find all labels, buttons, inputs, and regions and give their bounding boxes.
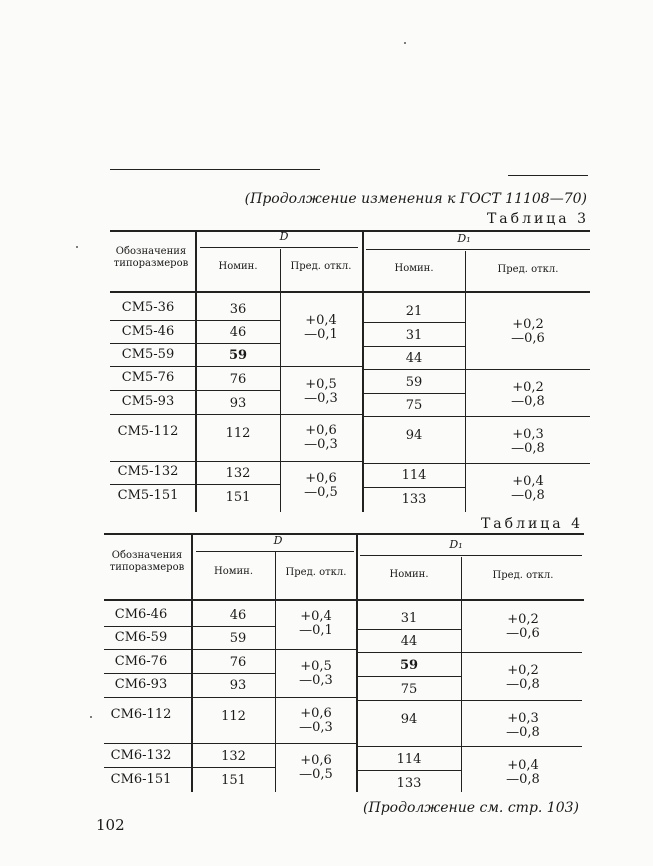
cell-D1-nom: 75: [400, 682, 418, 697]
tol-plus: +0,4: [300, 609, 332, 624]
tol-plus: +0,3: [507, 711, 539, 726]
row-designation: СМ5-46: [121, 324, 175, 339]
row-rule: [104, 673, 275, 674]
top-rule-right: [508, 175, 588, 176]
row-rule: [104, 649, 356, 650]
row-rule: [356, 746, 582, 747]
row-rule: [362, 463, 590, 464]
col-nom-header: Номин.: [394, 263, 434, 274]
col-tol-header: Пред. откл.: [290, 261, 352, 272]
cell-D1-nom: 75: [405, 398, 423, 413]
col-nom-header: Номин.: [213, 566, 254, 577]
cell-D1-nom: 31: [400, 611, 418, 626]
row-rule: [110, 343, 280, 344]
tol-plus: +0,2: [512, 317, 544, 332]
cell-D-nom: 151: [225, 490, 251, 505]
tol-minus: —0,8: [506, 772, 540, 787]
cell-D-tol: [276, 660, 356, 688]
cell-D-tol: [276, 610, 356, 638]
row-rule: [356, 652, 582, 653]
cell-D1-nom: 133: [396, 776, 422, 791]
row-designation: СМ5-132: [117, 464, 179, 479]
row-rule: [362, 487, 465, 488]
tol-plus: +0,4: [507, 758, 539, 773]
row-rule: [356, 700, 582, 701]
row-designation: СМ5-76: [121, 370, 175, 385]
row-rule: [110, 366, 362, 367]
cell-D1-tol: [466, 428, 590, 456]
cell-D-nom: 76: [229, 655, 247, 670]
tol-plus: +0,3: [512, 427, 544, 442]
row-rule: [110, 320, 280, 321]
cell-D-tol: [276, 754, 356, 782]
cell-D1-nom: 44: [405, 351, 423, 366]
tol-plus: +0,2: [507, 663, 539, 678]
cell-D-nom: 132: [221, 749, 246, 764]
cell-D1-tol: [466, 381, 590, 409]
group-D-header: D: [273, 534, 283, 547]
speck: [404, 42, 406, 44]
tol-minus: —0,6: [511, 331, 545, 346]
row-rule: [104, 767, 275, 768]
col-nom-header: Номин.: [218, 261, 258, 272]
cell-D1-nom: 21: [405, 304, 423, 319]
cell-D-tol: [281, 314, 361, 342]
tol-minus: —0,5: [304, 485, 338, 500]
tol-minus: —0,8: [511, 441, 545, 456]
group-D-header: D: [279, 230, 289, 243]
tol-minus: —0,3: [304, 391, 338, 406]
tol-plus: +0,6: [305, 471, 337, 486]
row-rule: [356, 770, 461, 771]
row-rule: [362, 369, 590, 370]
col-designation-header: Обозначения типоразмеров: [109, 550, 185, 573]
row-rule: [104, 743, 356, 744]
row-designation: СМ5-36: [121, 300, 175, 315]
tol-plus: +0,4: [305, 313, 337, 328]
row-rule: [110, 414, 362, 415]
row-designation: СМ6-132: [110, 748, 172, 763]
cell-D1-nom: 59: [405, 375, 423, 390]
cell-D-nom: 76: [229, 372, 247, 387]
cell-D-nom: 59: [229, 631, 247, 646]
cell-D1-nom: 94: [400, 712, 418, 727]
continuation-header: (Продолжение изменения к ГОСТ 11108—70): [244, 191, 587, 207]
tol-plus: +0,5: [305, 377, 337, 392]
row-rule: [110, 461, 362, 462]
tol-plus: +0,6: [300, 706, 332, 721]
table-title: Таблица 3: [486, 211, 589, 227]
tol-plus: +0,5: [300, 659, 332, 674]
row-designation: СМ6-112: [110, 707, 172, 722]
row-rule: [104, 697, 356, 698]
col-tol-header: Пред. откл.: [492, 570, 554, 581]
row-designation: СМ5-93: [121, 394, 175, 409]
cell-D-nom: 59: [228, 348, 248, 363]
cell-D1-nom: 94: [405, 428, 423, 443]
group-rule: [200, 247, 358, 248]
row-designation: СМ6-93: [114, 677, 168, 692]
row-rule: [362, 322, 465, 323]
tol-minus: —0,1: [299, 623, 333, 638]
col-designation-header: Обозначения типоразмеров: [113, 246, 189, 269]
cell-D-nom: 46: [229, 608, 247, 623]
cell-D1-nom: 59: [399, 658, 419, 673]
table-title: Таблица 4: [480, 516, 583, 532]
col-nom-header: Номин.: [389, 569, 429, 580]
tol-plus: +0,6: [300, 753, 332, 768]
header-bottom-rule: [104, 599, 584, 601]
group-D1-header: D₁: [449, 538, 463, 551]
row-designation: СМ5-59: [121, 347, 175, 362]
table-top-rule: [104, 533, 584, 535]
tol-minus: —0,8: [506, 725, 540, 740]
group-rule: [366, 249, 590, 250]
tol-plus: +0,4: [512, 474, 544, 489]
tol-minus: —0,1: [304, 327, 338, 342]
footer-note: (Продолжение см. стр. 103): [363, 800, 579, 816]
cell-D-tol: [281, 424, 361, 452]
cell-D-nom: 93: [229, 396, 247, 411]
speck: [90, 716, 92, 718]
table-top-rule: [110, 230, 590, 232]
top-rule-left: [110, 169, 320, 170]
row-designation: СМ6-59: [114, 630, 168, 645]
row-rule: [362, 393, 465, 394]
col-tol-header: Пред. откл.: [497, 264, 559, 275]
tol-minus: —0,5: [299, 767, 333, 782]
cell-D1-nom: 114: [396, 752, 422, 767]
tol-plus: +0,2: [507, 612, 539, 627]
tol-minus: —0,3: [299, 673, 333, 688]
tol-plus: +0,2: [512, 380, 544, 395]
tol-minus: —0,3: [299, 720, 333, 735]
cell-D-nom: 151: [221, 773, 246, 788]
cell-D1-tol: [466, 475, 590, 503]
cell-D-tol: [281, 472, 361, 500]
row-rule: [104, 626, 275, 627]
cell-D1-nom: 133: [401, 492, 427, 507]
cell-D-nom: 132: [225, 466, 251, 481]
cell-D1-nom: 31: [405, 328, 423, 343]
header-bottom-rule: [110, 291, 590, 293]
row-designation: СМ6-76: [114, 654, 168, 669]
cell-D1-tol: [462, 664, 584, 692]
cell-D-nom: 112: [221, 709, 246, 724]
cell-D-nom: 36: [229, 302, 247, 317]
cell-D-nom: 46: [229, 325, 247, 340]
cell-D1-nom: 44: [400, 634, 418, 649]
tol-minus: —0,6: [506, 626, 540, 641]
cell-D1-nom: 114: [401, 468, 427, 483]
tol-minus: —0,8: [506, 677, 540, 692]
tol-plus: +0,6: [305, 423, 337, 438]
speck: [76, 246, 78, 248]
row-rule: [362, 416, 590, 417]
page-number: 102: [96, 816, 125, 834]
cell-D-tol: [281, 378, 361, 406]
row-designation: СМ6-46: [114, 607, 168, 622]
row-rule: [356, 676, 461, 677]
tol-minus: —0,8: [511, 488, 545, 503]
row-designation: СМ5-112: [117, 424, 179, 439]
cell-D-tol: [276, 707, 356, 735]
row-designation: СМ6-151: [110, 772, 172, 787]
row-rule: [356, 629, 461, 630]
row-rule: [110, 484, 280, 485]
group-rule: [360, 555, 582, 556]
row-rule: [362, 346, 465, 347]
tol-minus: —0,8: [511, 394, 545, 409]
cell-D1-tol: [462, 712, 584, 740]
cell-D1-tol: [462, 613, 584, 641]
group-D1-header: D₁: [457, 232, 471, 245]
row-designation: СМ5-151: [117, 488, 179, 503]
tol-minus: —0,3: [304, 437, 338, 452]
row-rule: [110, 390, 280, 391]
cell-D1-tol: [462, 759, 584, 787]
cell-D1-tol: [466, 318, 590, 346]
cell-D-nom: 93: [229, 678, 247, 693]
col-tol-header: Пред. откл.: [285, 567, 347, 578]
cell-D-nom: 112: [225, 426, 251, 441]
